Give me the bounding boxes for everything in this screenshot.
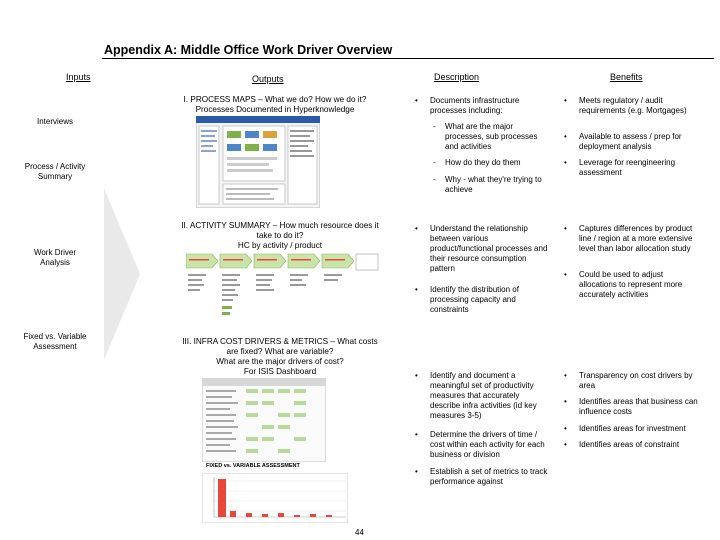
dash-icon: - (433, 122, 436, 131)
section2-heading-line2: take to do it? (256, 231, 304, 240)
title-rule (102, 58, 714, 59)
flow-arrow-shape (104, 188, 140, 360)
inputs-header: Inputs (66, 72, 91, 82)
input-work-driver-analysis: Work Driver Analysis (33, 248, 77, 267)
section3-heading-line2: are fixed? What are variable? (226, 347, 334, 356)
fixed-variable-chart-thumbnail (202, 473, 348, 523)
bullet-icon: • (564, 158, 567, 167)
bullet-icon: • (564, 270, 567, 279)
section3-heading-line1: III. INFRA COST DRIVERS & METRICS – What costs (182, 337, 378, 346)
dash-icon: - (433, 175, 436, 184)
bullet-icon: • (415, 96, 418, 105)
bullet-icon: • (564, 424, 567, 433)
section1-heading-line1: I. PROCESS MAPS – What we do? How we do it? (183, 95, 367, 104)
section2-heading-line1: II. ACTIVITY SUMMARY – How much resource does it (181, 221, 379, 230)
chart-caption: FIXED vs. VARIABLE ASSESSMENT (206, 463, 300, 469)
bullet-icon: • (564, 132, 567, 141)
section1-heading (160, 95, 390, 115)
bullet-icon: • (564, 224, 567, 233)
cost-drivers-table-thumbnail (202, 378, 326, 462)
section1-heading-line2: Processes Documented in Hyperknowledge (195, 105, 355, 114)
input-interviews: Interviews (36, 117, 73, 126)
process-map-thumbnail (196, 116, 320, 208)
section2-heading (160, 221, 400, 251)
bullet-icon: • (415, 467, 418, 476)
outputs-header: Outputs (252, 74, 284, 84)
bullet-icon: • (564, 397, 567, 406)
activity-flow-thumbnail (186, 250, 380, 322)
input-process-activity-summary: Process / Activity Summary (24, 162, 86, 181)
section3-heading (160, 337, 400, 377)
section3-heading-line4: For ISIS Dashboard (243, 367, 317, 376)
section2-heading-line3: HC by activity / product (237, 241, 323, 250)
bullet-icon: • (415, 224, 418, 233)
description-item: • Documents infrastructure processes including: (415, 96, 520, 115)
bullet-icon: • (415, 285, 418, 294)
section3-heading-line3: What are the major drivers of cost? (216, 357, 344, 366)
page-title: Appendix A: Middle Office Work Driver Overview (104, 43, 393, 57)
description-header: Description (434, 72, 480, 82)
page-number: 44 (355, 528, 364, 537)
dash-icon: - (433, 158, 436, 167)
benefits-header: Benefits (610, 72, 643, 82)
bullet-icon: • (415, 430, 418, 439)
bullet-icon: • (564, 440, 567, 449)
bullet-icon: • (564, 371, 567, 380)
bullet-icon: • (415, 371, 418, 380)
input-fixed-variable-assessment: Fixed vs. Variable Assessment (23, 332, 87, 351)
bullet-icon: • (564, 96, 567, 105)
